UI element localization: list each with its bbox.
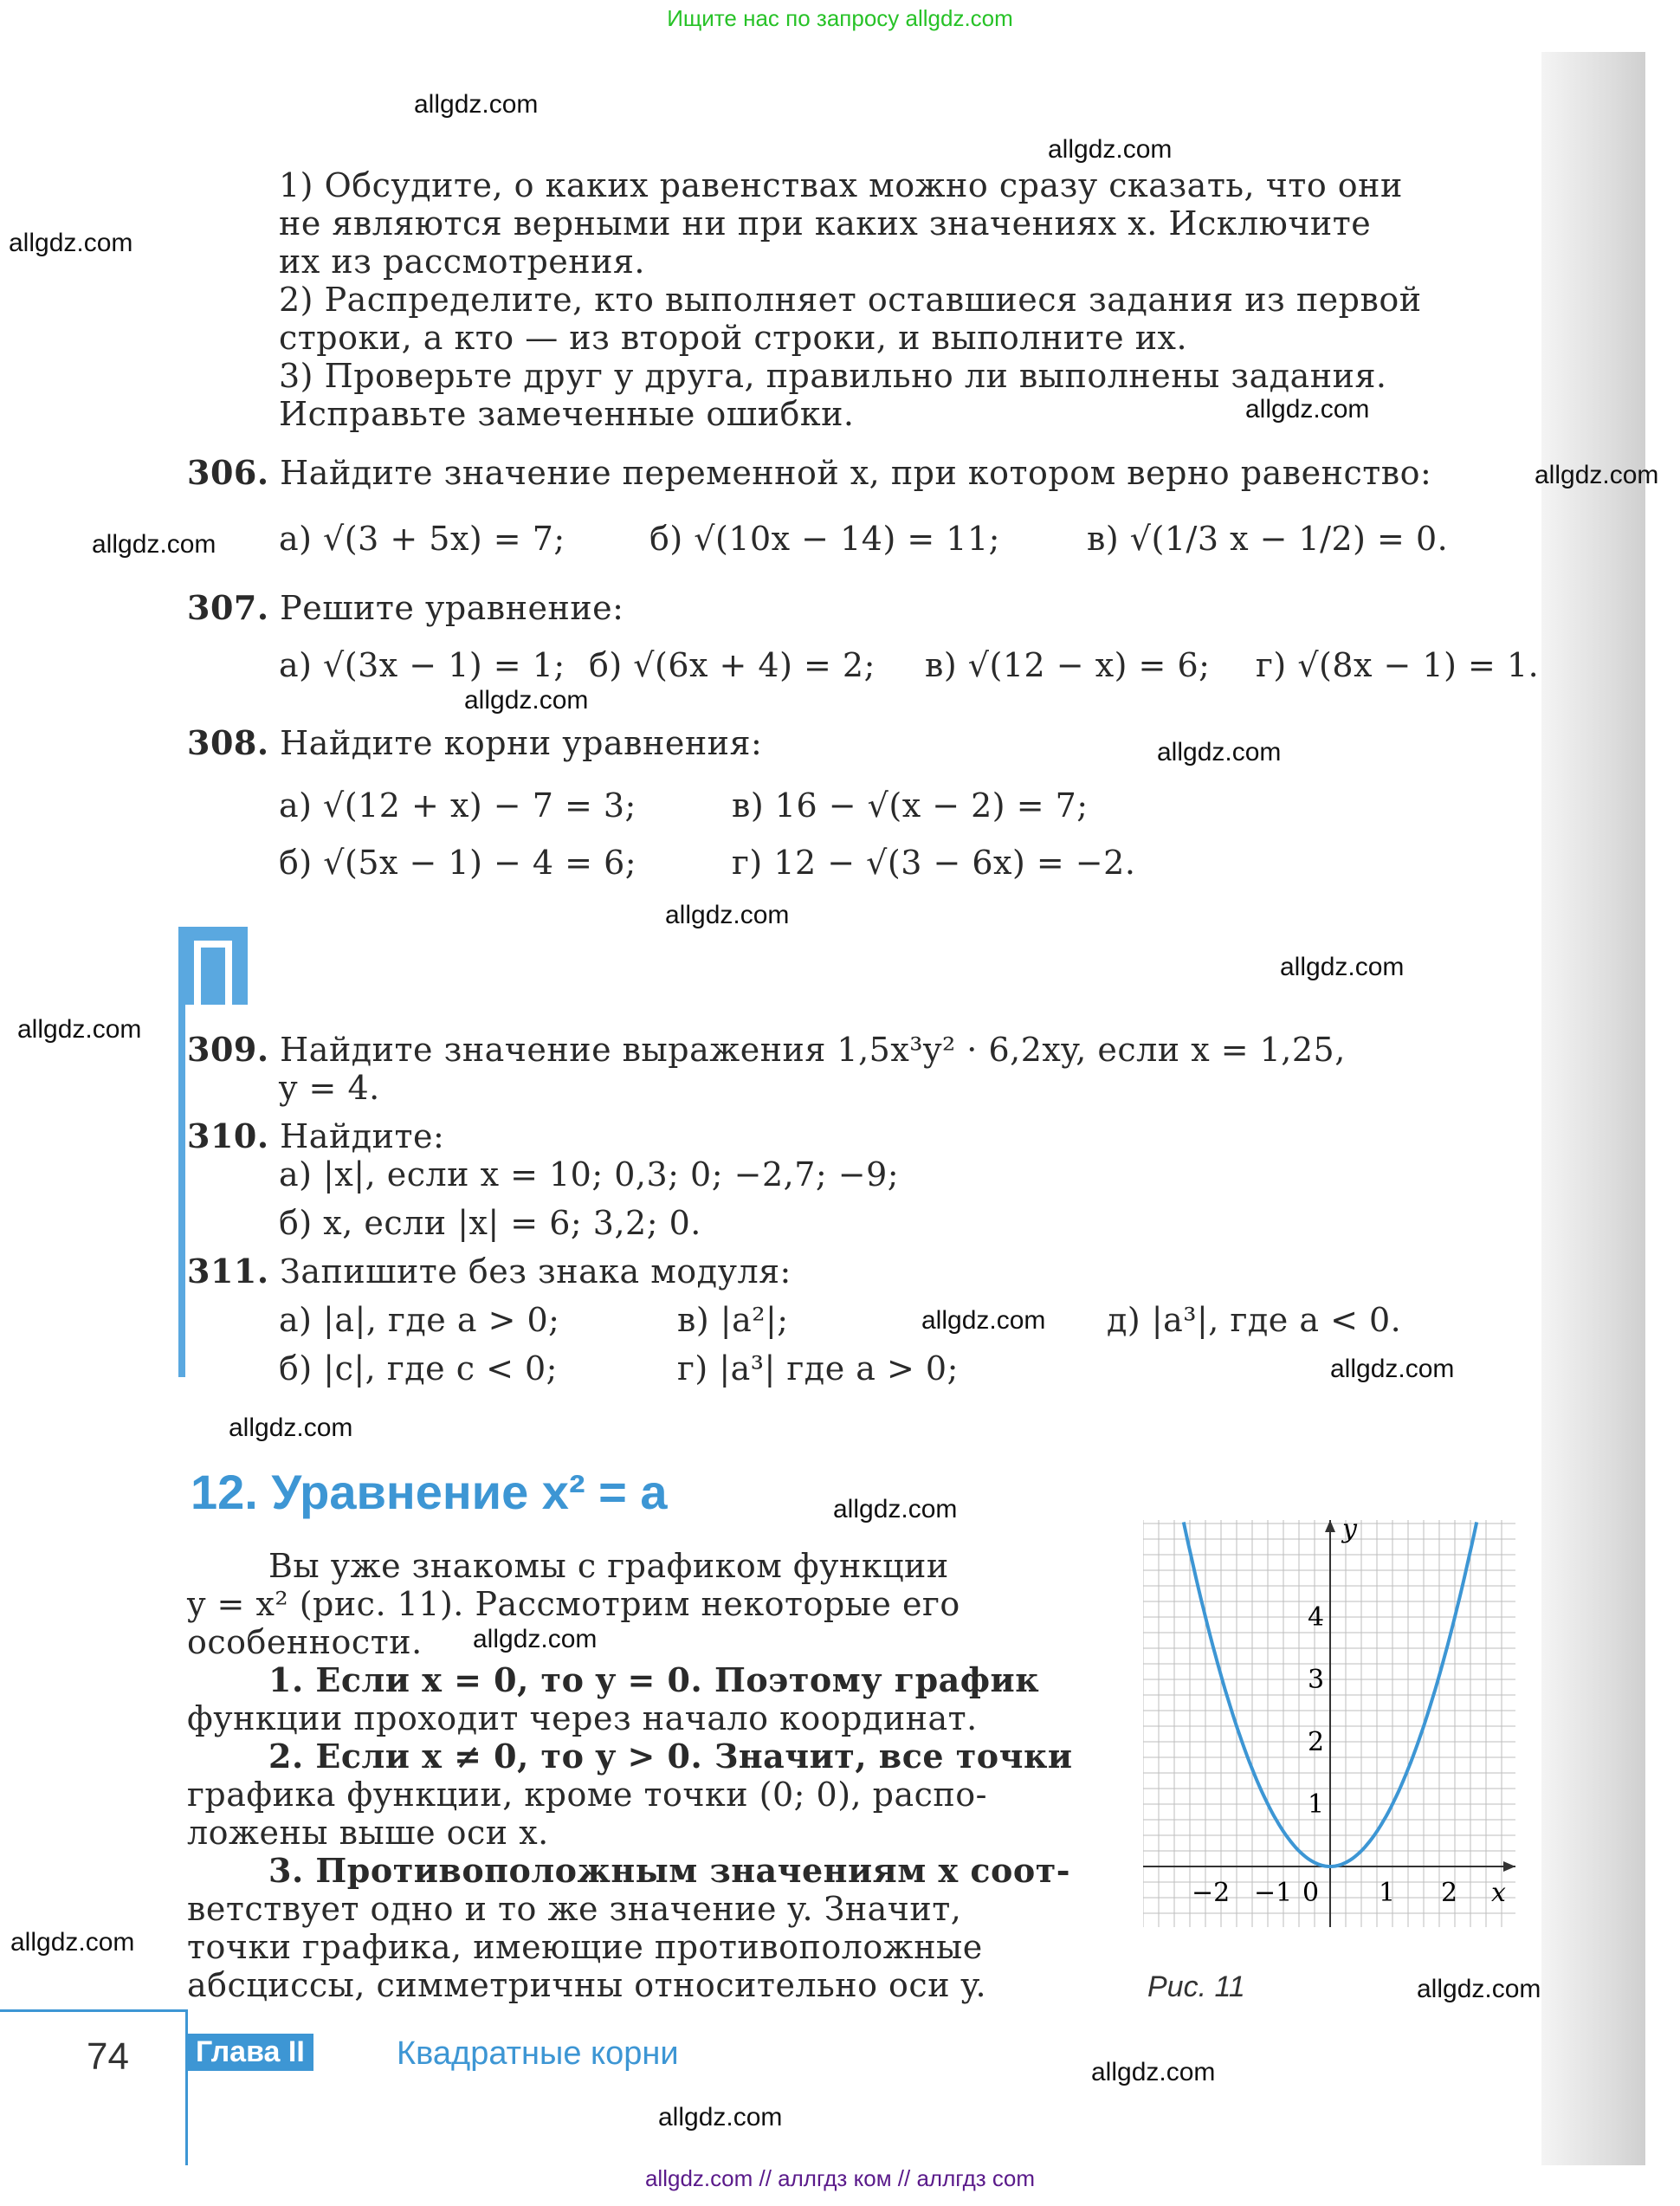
watermark: allgdz.com bbox=[17, 1015, 142, 1044]
body-line: графика функции, кроме точки (0; 0), распо- bbox=[187, 1776, 987, 1814]
exercise-number: 311. bbox=[187, 1252, 269, 1291]
watermark: allgdz.com bbox=[1091, 2058, 1216, 2086]
y-tick-label: 1 bbox=[1308, 1789, 1325, 1820]
exercise-text: Найдите значение переменной x, при котором верно равенство: bbox=[280, 454, 1432, 492]
exercise-306-c: в) √(1/3 x − 1/2) = 0. bbox=[1087, 520, 1449, 558]
repetition-marker-icon bbox=[178, 927, 248, 1005]
exercise-311-d: г) |a³| где a > 0; bbox=[677, 1349, 959, 1388]
exercise-308-b: б) √(5x − 1) − 4 = 6; bbox=[279, 844, 637, 882]
exercise-number: 306. bbox=[187, 453, 269, 492]
exercise-number: 307. bbox=[187, 588, 269, 627]
exercise-310-b: б) x, если |x| = 6; 3,2; 0. bbox=[279, 1204, 701, 1242]
exercise-text: Найдите: bbox=[280, 1117, 445, 1155]
exercise-text: Решите уравнение: bbox=[280, 589, 624, 627]
x-tick-label: 1 bbox=[1379, 1878, 1396, 1908]
instruction-line: 1) Обсудите, о каких равенствах можно сразу сказать, что они bbox=[279, 166, 1403, 204]
watermark: allgdz.com bbox=[1330, 1355, 1455, 1383]
exercise-311-a: а) |a|, где a > 0; bbox=[279, 1301, 560, 1339]
exercise-308-d: г) 12 − √(3 − 6x) = −2. bbox=[732, 844, 1136, 882]
exercise-number: 308. bbox=[187, 723, 269, 762]
y-axis-label: y bbox=[1342, 1520, 1357, 1544]
body-line: 1. Если x = 0, то y = 0. Поэтому график bbox=[268, 1660, 1040, 1699]
exercise-307-d: г) √(8x − 1) = 1. bbox=[1256, 646, 1540, 684]
body-line: 3. Противоположным значениям x соот- bbox=[268, 1851, 1071, 1890]
watermark: allgdz.com bbox=[473, 1625, 598, 1653]
body-line: функции проходит через начало координат. bbox=[187, 1699, 978, 1737]
exercise-309 bbox=[187, 1031, 1346, 1069]
watermark: allgdz.com bbox=[833, 1495, 958, 1523]
y-tick-label: 2 bbox=[1308, 1727, 1325, 1757]
page-edge-shadow bbox=[1541, 52, 1645, 2165]
exercise-306 bbox=[187, 454, 1431, 492]
instruction-line: 2) Распределите, кто выполняет оставшиеся задания из первой bbox=[279, 281, 1422, 319]
x-axis-label: x bbox=[1491, 1878, 1506, 1908]
watermark: allgdz.com bbox=[1280, 953, 1405, 981]
chapter-title: Квадратные корни bbox=[397, 2035, 679, 2072]
watermark: allgdz.com bbox=[1535, 461, 1659, 489]
exercise-308-c: в) 16 − √(x − 2) = 7; bbox=[732, 786, 1089, 825]
watermark: allgdz.com bbox=[658, 2103, 783, 2132]
body-line: точки графика, имеющие противоположные bbox=[187, 1928, 983, 1966]
instruction-line: 3) Проверьте друг у друга, правильно ли выполнены задания. bbox=[279, 357, 1387, 395]
body-line: особенности. bbox=[187, 1623, 423, 1661]
exercise-309-cont: y = 4. bbox=[279, 1069, 380, 1107]
watermark: allgdz.com bbox=[1245, 395, 1370, 424]
x-tick-label: −1 bbox=[1254, 1878, 1293, 1908]
body-line: абсциссы, симметричны относительно оси y. bbox=[187, 1966, 987, 2004]
watermark: allgdz.com bbox=[1157, 738, 1282, 767]
exercise-308-a: а) √(12 + x) − 7 = 3; bbox=[279, 786, 636, 825]
watermark: allgdz.com bbox=[92, 530, 216, 559]
exercise-311-b: б) |c|, где c < 0; bbox=[279, 1349, 558, 1388]
watermark: allgdz.com bbox=[229, 1414, 353, 1442]
exercise-307-a: а) √(3x − 1) = 1; bbox=[279, 646, 565, 684]
exercise-text: Найдите значение выражения 1,5x³y² · 6,2xy, если x = 1,25, bbox=[280, 1031, 1346, 1069]
instruction-line: их из рассмотрения. bbox=[279, 243, 645, 281]
y-axis-arrow-icon bbox=[1325, 1520, 1335, 1532]
watermark: allgdz.com bbox=[9, 229, 133, 257]
exercise-number: 309. bbox=[187, 1030, 269, 1069]
bottom-banner[interactable]: allgdz.com // аллгдз ком // аллгдз com bbox=[644, 2165, 1036, 2191]
exercise-number: 310. bbox=[187, 1116, 269, 1155]
x-axis-arrow-icon bbox=[1503, 1861, 1515, 1872]
watermark: allgdz.com bbox=[1417, 1975, 1541, 2003]
chapter-badge: Глава II bbox=[187, 2034, 313, 2071]
footer-divider bbox=[0, 2009, 187, 2012]
exercise-310 bbox=[187, 1117, 444, 1155]
section-title: 12. Уравнение x² = a bbox=[191, 1465, 668, 1519]
body-line: y = x² (рис. 11). Рассмотрим некоторые его bbox=[187, 1585, 960, 1623]
body-line: Вы уже знакомы с графиком функции bbox=[268, 1547, 949, 1585]
parabola-figure bbox=[1143, 1520, 1515, 1927]
watermark: allgdz.com bbox=[1048, 135, 1173, 164]
repetition-bar bbox=[178, 935, 185, 1377]
body-line: ложены выше оси x. bbox=[187, 1814, 549, 1852]
footer-divider-vertical bbox=[185, 2009, 188, 2165]
figure-caption: Рис. 11 bbox=[1147, 1970, 1245, 2003]
exercise-307 bbox=[187, 589, 624, 627]
exercise-311 bbox=[187, 1252, 792, 1291]
watermark: allgdz.com bbox=[10, 1928, 135, 1957]
watermark: allgdz.com bbox=[464, 686, 589, 715]
exercise-306-a: а) √(3 + 5x) = 7; bbox=[279, 520, 565, 558]
page-number: 74 bbox=[87, 2035, 129, 2078]
body-line: 2. Если x ≠ 0, то y > 0. Значит, все точки bbox=[268, 1737, 1073, 1776]
x-tick-label: 2 bbox=[1441, 1878, 1458, 1908]
exercise-text: Найдите корни уравнения: bbox=[280, 724, 763, 762]
exercise-307-c: в) √(12 − x) = 6; bbox=[925, 646, 1211, 684]
exercise-311-e: д) |a³|, где a < 0. bbox=[1107, 1301, 1402, 1339]
exercise-307-b: б) √(6x + 4) = 2; bbox=[589, 646, 876, 684]
instruction-line: Исправьте замеченные ошибки. bbox=[279, 395, 855, 433]
y-tick-label: 3 bbox=[1308, 1665, 1325, 1695]
exercise-text: Запишите без знака модуля: bbox=[280, 1252, 792, 1291]
watermark: allgdz.com bbox=[414, 90, 539, 119]
exercise-311-c: в) |a²|; bbox=[677, 1301, 789, 1339]
instruction-line: не являются верными ни при каких значениях x. Исключите bbox=[279, 204, 1372, 243]
x-tick-label: 0 bbox=[1302, 1878, 1320, 1908]
x-tick-label: −2 bbox=[1192, 1878, 1231, 1908]
instruction-line: строки, а кто — из второй строки, и выполните их. bbox=[279, 319, 1188, 357]
top-banner[interactable]: Ищите нас по запросу allgdz.com bbox=[667, 5, 1013, 31]
exercise-308 bbox=[187, 724, 762, 762]
watermark: allgdz.com bbox=[665, 901, 790, 929]
y-tick-label: 4 bbox=[1308, 1602, 1325, 1633]
body-line: ветствует одно и то же значение y. Значит, bbox=[187, 1890, 962, 1928]
exercise-306-b: б) √(10x − 14) = 11; bbox=[649, 520, 1000, 558]
exercise-310-a: а) |x|, если x = 10; 0,3; 0; −2,7; −9; bbox=[279, 1155, 900, 1194]
watermark: allgdz.com bbox=[921, 1306, 1046, 1335]
